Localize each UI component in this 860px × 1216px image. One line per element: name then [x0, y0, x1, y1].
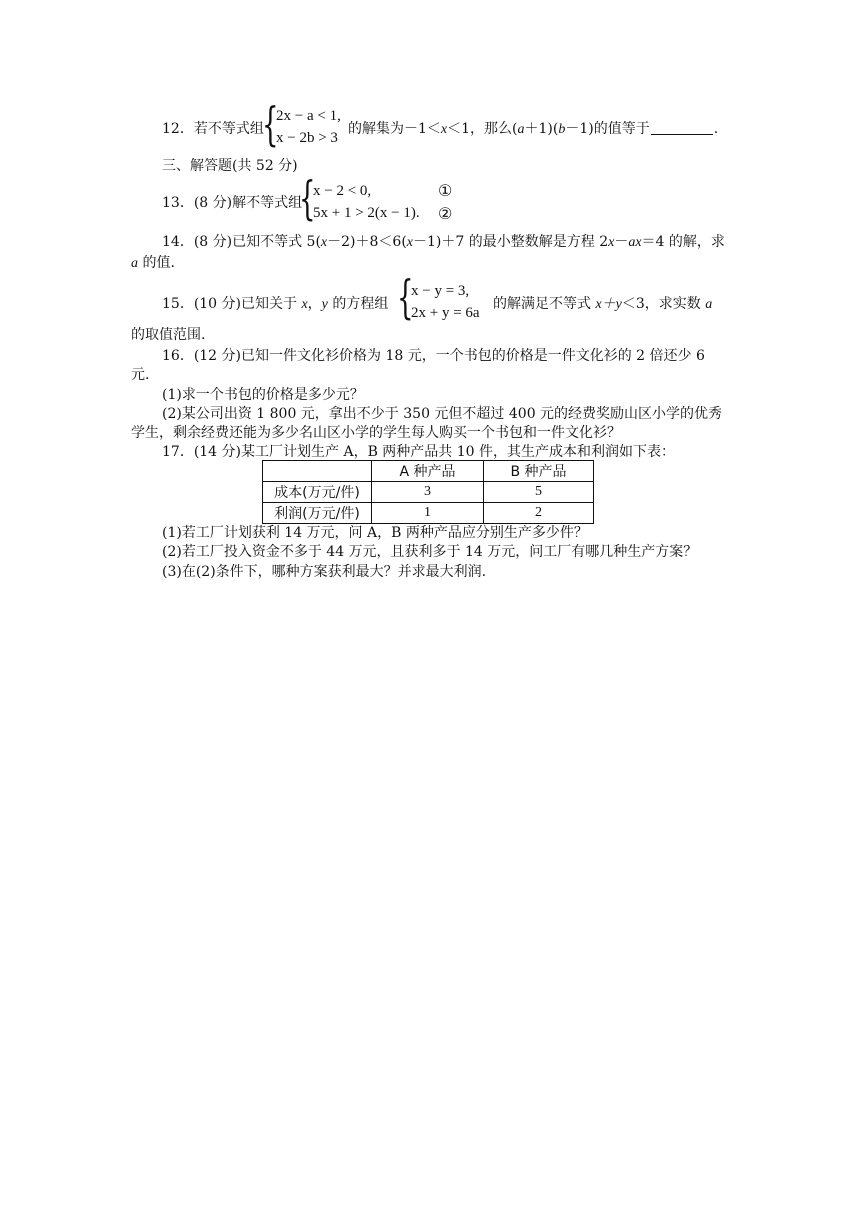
q14-l1b: －2)＋8＜6(: [327, 234, 407, 250]
q12-var-b: b: [558, 122, 566, 137]
q14-l1e: ＝4 的解，求: [641, 234, 725, 250]
q15-prefix: [162, 295, 388, 314]
q13-brace: {: [299, 173, 316, 226]
q16-part2-line1: (2)某公司出资 1 800 元，拿出不少于 350 元但不超过 400 元的经费奖励山区小学的优秀: [162, 406, 723, 422]
q12-suffix-d: －1)的值等于: [565, 121, 650, 137]
q13-system: [313, 180, 420, 224]
q17-table: [262, 460, 594, 524]
q17-part3: (3)在(2)条件下，哪种方案获利最大？并求最大利润.: [162, 564, 487, 580]
q14-l1d: －: [614, 234, 629, 250]
q15-ineq: x＋y: [595, 297, 622, 312]
table-cell: 利润(万元/件): [263, 503, 372, 524]
q13-prefix: 13．(8 分)解不等式组: [162, 195, 303, 211]
q12-suffix-c: ＋1)(: [524, 121, 559, 137]
table-row: [263, 503, 594, 524]
q15-mid: 的方程组: [327, 296, 389, 312]
q12-end: .: [713, 121, 719, 137]
q15-system-line2: 2x + y = 6a: [411, 305, 480, 321]
q12-prefix: 12．若不等式组: [162, 121, 264, 137]
q15-y: y: [321, 297, 328, 312]
q14-l1a: 14．(8 分)已知不等式 5(: [162, 234, 321, 250]
table-row: [263, 482, 594, 503]
q15-prefix-text: 15．(10 分)已知关于: [162, 296, 302, 312]
q12-brace: {: [262, 99, 279, 152]
q16-line1: 16．(12 分)已知一件文化衫价格为 18 元，一个书包的价格是一件文化衫的 2 倍还少 6: [162, 348, 705, 364]
q16-part2-line2: 学生，剩余经费还能为多少名山区小学的学生每人购买一个书包和一件文化衫？: [131, 425, 621, 441]
q13-system-line1: x − 2 < 0,: [313, 183, 372, 199]
table-cell: 2: [484, 503, 594, 524]
q14-x3: x: [608, 235, 615, 250]
q14-line1: [162, 233, 725, 252]
q12-system: [276, 105, 341, 149]
q16-part1: (1)求一个书包的价格是多少元？: [162, 387, 364, 403]
q15-x: x: [301, 297, 308, 312]
q13-system-line2: 5x + 1 > 2(x − 1).: [313, 205, 420, 221]
q17-part2: (2)若工厂投入资金不多于 44 万元，且获利多于 14 万元，问工厂有哪几种生产方案？: [162, 544, 698, 560]
q14-ax: ax: [628, 235, 642, 250]
table-header-cell: [263, 461, 372, 482]
q15-system: [411, 280, 480, 324]
table-cell: 3: [372, 482, 484, 503]
q14-line2: [131, 254, 175, 273]
table-header-cell: A 种产品: [372, 461, 484, 482]
q17-line1: 17．(14 分)某工厂计划生产 A，B 两种产品共 10 件，其生产成本和利润如下表：: [162, 444, 676, 460]
q15-system-line1: x − y = 3,: [411, 283, 470, 299]
q14-a: a: [131, 256, 138, 271]
q12-condition: [348, 120, 718, 139]
q15-suffix2: ＜3，求实数: [621, 296, 706, 312]
q15-line2: 的取值范围.: [131, 327, 206, 343]
q13-mark1: ①: [438, 181, 453, 200]
q15-brace: {: [397, 272, 414, 325]
q12-suffix-b: ＜1，那么(: [447, 121, 518, 137]
q17-part1: (1)若工厂计划获利 14 万元，问 A，B 两种产品应分别生产多少件？: [162, 525, 588, 541]
q12-var-x: x: [440, 122, 448, 137]
section-heading: 三、解答题(共 52 分): [162, 158, 298, 174]
table-cell: 1: [372, 503, 484, 524]
table-header-row: [263, 461, 594, 482]
q12-system-line2: x − 2b > 3: [276, 130, 338, 146]
q12-answer-blank[interactable]: [651, 120, 713, 135]
q15-comma: ，: [307, 296, 322, 312]
q12-var-a: a: [517, 122, 525, 137]
q14-x1: x: [320, 235, 328, 250]
q16-line2: 元.: [131, 367, 150, 383]
q14-l2b: 的值.: [138, 255, 175, 271]
q15-suffix: 的解满足不等式: [493, 296, 596, 312]
q13-mark2: ②: [438, 204, 453, 223]
table-cell: 5: [484, 482, 594, 503]
q14-l1c: －1)＋7 的最小整数解是方程 2: [413, 234, 609, 250]
q12-system-line1: 2x − a < 1,: [276, 108, 341, 124]
table-header-cell: B 种产品: [484, 461, 594, 482]
table-cell: 成本(万元/件): [263, 482, 372, 503]
q15-a: a: [705, 297, 713, 312]
q12-suffix-a: 的解集为－1＜: [348, 121, 441, 137]
q14-x2: x: [406, 235, 414, 250]
q15-condition: [493, 295, 712, 314]
